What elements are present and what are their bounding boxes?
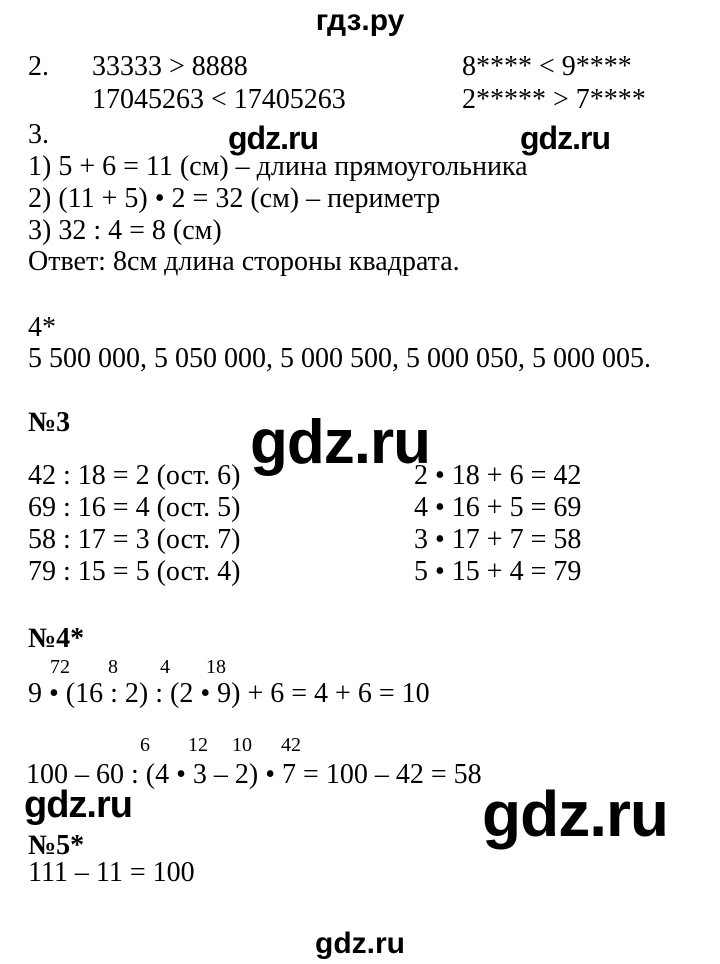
no4-line2-hint-2: 12 bbox=[188, 734, 208, 756]
site-footer-logo: gdz.ru bbox=[315, 927, 405, 960]
site-header-logo: гдз.ру bbox=[315, 4, 405, 37]
gdz-watermark: gdz.ru bbox=[250, 408, 430, 477]
task3-step-2: 2) (11 + 5) • 2 = 32 (см) – периметр bbox=[28, 183, 441, 214]
no4-line1-hint-3: 4 bbox=[160, 656, 170, 678]
task2-number: 2. bbox=[28, 51, 49, 82]
section-no5-title: №5* bbox=[28, 830, 85, 861]
no3-row3-check: 3 • 17 + 7 = 58 bbox=[414, 524, 582, 555]
task2-row2-right: 2***** > 7**** bbox=[462, 84, 646, 115]
gdz-watermark: gdz.ru bbox=[482, 778, 668, 850]
no3-row3-division: 58 : 17 = 3 (ост. 7) bbox=[28, 524, 241, 555]
no4-line2-hint-3: 10 bbox=[232, 734, 252, 756]
no3-row1-check: 2 • 18 + 6 = 42 bbox=[414, 460, 582, 491]
no3-row2-check: 4 • 16 + 5 = 69 bbox=[414, 492, 582, 523]
no4-line1-hint-2: 8 bbox=[108, 656, 118, 678]
no4-line2-hint-1: 6 bbox=[140, 734, 150, 756]
task2-row2-left: 17045263 < 17405263 bbox=[92, 84, 346, 115]
no4-line1-hint-4: 18 bbox=[206, 656, 226, 678]
no3-row4-division: 79 : 15 = 5 (ост. 4) bbox=[28, 556, 241, 587]
task2-row1-right: 8**** < 9**** bbox=[462, 51, 632, 82]
no4-expression-2: 100 – 60 : (4 • 3 – 2) • 7 = 100 – 42 = 58 bbox=[26, 759, 482, 790]
gdz-watermark: gdz.ru bbox=[228, 120, 318, 156]
task3-step-3: 3) 32 : 4 = 8 (см) bbox=[28, 215, 222, 246]
section-no3-title: №3 bbox=[28, 407, 71, 438]
section-no4-title: №4* bbox=[28, 623, 85, 654]
no4-expression-1: 9 • (16 : 2) : (2 • 9) + 6 = 4 + 6 = 10 bbox=[28, 678, 430, 709]
no5-expression: 111 – 11 = 100 bbox=[28, 857, 195, 888]
no3-row4-check: 5 • 15 + 4 = 79 bbox=[414, 556, 582, 587]
no4-line1-hint-1: 72 bbox=[50, 656, 70, 678]
task3-step-1: 1) 5 + 6 = 11 (см) – длина прямоугольника bbox=[28, 151, 528, 182]
no3-row2-division: 69 : 16 = 4 (ост. 5) bbox=[28, 492, 241, 523]
no4-line2-hint-4: 42 bbox=[281, 734, 301, 756]
gdz-watermark: gdz.ru bbox=[24, 784, 132, 826]
task4-sequence: 5 500 000, 5 050 000, 5 000 500, 5 000 050, 5 000 005. bbox=[28, 343, 651, 374]
gdz-watermark: gdz.ru bbox=[520, 120, 610, 156]
task3-answer: Ответ: 8см длина стороны квадрата. bbox=[28, 246, 460, 277]
no3-row1-division: 42 : 18 = 2 (ост. 6) bbox=[28, 460, 241, 491]
task3-number: 3. bbox=[28, 119, 49, 150]
task4-number: 4* bbox=[28, 312, 56, 343]
task2-row1-left: 33333 > 8888 bbox=[92, 51, 248, 82]
